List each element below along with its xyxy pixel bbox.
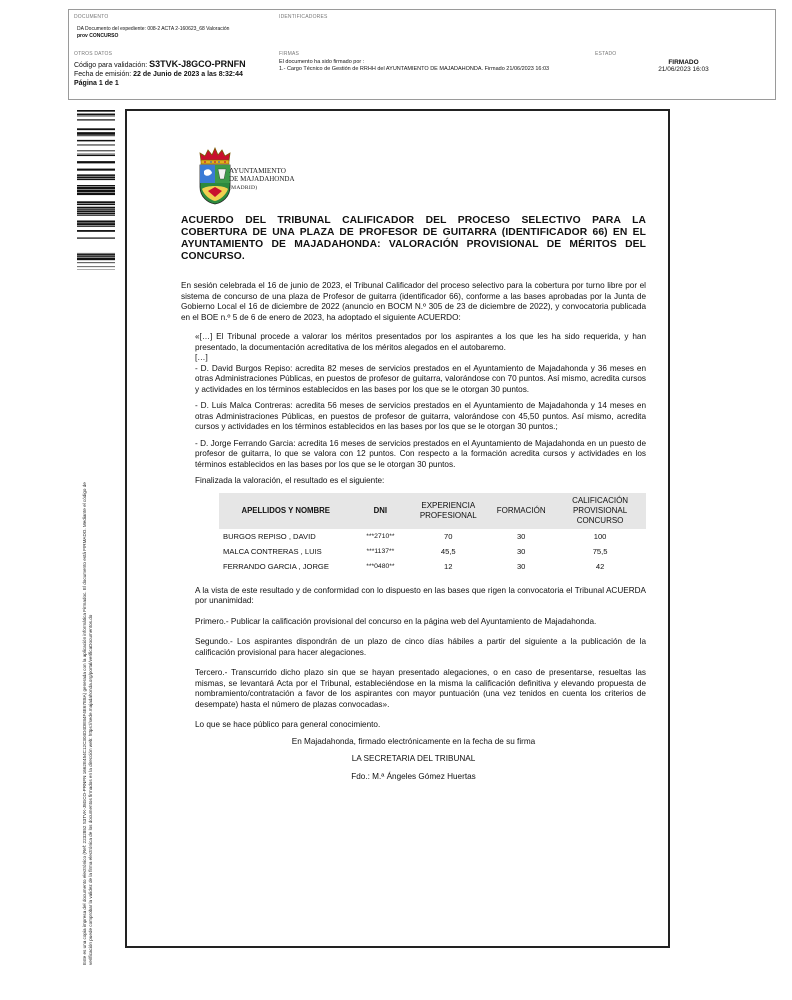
- barcode-bar: [77, 204, 115, 205]
- otros-datos-cell: [69, 46, 274, 101]
- col-calificacion: CALIFICACIÓN PROVISIONAL CONCURSO: [554, 493, 646, 529]
- estado-cell: [590, 46, 777, 101]
- barcode-bar: [77, 209, 115, 210]
- ellipsis-text: […]: [195, 353, 208, 362]
- barcode-bar: [77, 201, 115, 203]
- barcode-bar: [77, 185, 115, 186]
- barcode-bar: [77, 150, 115, 151]
- document-header: [68, 9, 776, 100]
- barcode-bar: [77, 119, 115, 120]
- table-row: FERRANDO GARCIA , JORGE ***0480** 12 30 42: [223, 561, 605, 571]
- firmas-line2: 1.- Cargo Técnico de Gestión de RRHH del AYUNTAMIENTO DE MAJADAHONDA. Firmado 21/06/2023 16:03: [279, 66, 550, 72]
- barcode-bar: [77, 132, 115, 135]
- barcode-bar: [77, 193, 115, 195]
- barcode-bar: [77, 144, 115, 145]
- documento-value: DA Documento del expediente: 008-2 ACTA 2-160623_68 Valoración prov CONCURSO: [77, 26, 230, 39]
- col-apellidos: APELLIDOS Y NOMBRE: [219, 493, 352, 529]
- document-title: ACUERDO DEL TRIBUNAL CALIFICADOR DEL PROCESO SELECTIVO PARA LA COBERTURA DE UNA PLAZA DE PROFESOR DE GUITARRA (IDENTIFICADOR 66) EN EL AYUNTAMIENTO DE MAJADAHONDA: VALORACIÓN PROVISIONAL DE MÉRITOS DEL CONCURSO.: [181, 215, 646, 262]
- codigo-validacion: Código para validación: S3TVK-J8GCO-PRNFN: [74, 59, 246, 69]
- fecha-emision: Fecha de emisión: 22 de Junio de 2023 a las 8:32:44: [74, 71, 243, 78]
- barcode-bar: [77, 256, 115, 257]
- barcode-bar: [77, 207, 115, 209]
- barcode-bar: [77, 237, 115, 238]
- barcode-bar: [77, 135, 115, 136]
- barcode-bar: [77, 262, 115, 263]
- results-table: [219, 493, 646, 574]
- institution-name: AYUNTAMIENTO DE MAJADAHONDA (MADRID): [229, 167, 295, 191]
- barcode-bar: [77, 253, 115, 254]
- vista-paragraph: A la vista de este resultado y de conformidad con lo dispuesto en las bases que rigen la convocatoria el Tribunal ACUERDA por unanimidad:: [195, 585, 646, 605]
- barcode-icon: [77, 110, 115, 270]
- barcode-bar: [77, 220, 115, 222]
- acuerdo-quote: [181, 332, 646, 731]
- candidate-paragraph-2: - D. Luis Malca Contreras: acredita 56 meses de servicios prestados en el Ayuntamiento de Majadahonda y 14 meses en otras Administraciones Públicas, en puestos de profesor de guitarra, valorándose con 45,50 puntos. Así mismo, acredita cursos y actividades en los términos establecidos en las bases por los que se le otorgan 30 puntos.;: [195, 401, 646, 431]
- estado-fecha: 21/06/2023 16:03: [658, 66, 709, 73]
- barcode-bar: [77, 230, 115, 232]
- primero-paragraph: Primero.- Publicar la calificación provisional del concurso en la página web del Ayuntamiento de Majadahonda.: [195, 616, 597, 626]
- identificadores-label: IDENTIFICADORES: [279, 14, 328, 20]
- documento-cell: [69, 10, 274, 46]
- barcode-bar: [77, 223, 115, 225]
- candidate-paragraph-1: - D. David Burgos Repiso: acredita 82 meses de servicios prestados en el Ayuntamiento de Majadahonda y 36 meses en otras Administraciones Públicas, en puestos de profesor de guitarra, valorándose con 70 puntos. Así mismo, acredita cursos y actividades en los términos establecidos en las bases por los que se le otorgan 30 puntos.: [195, 363, 646, 394]
- barcode-bar: [77, 215, 115, 216]
- barcode-bar: [77, 226, 115, 227]
- firmas-cell: [274, 46, 590, 101]
- barcode-bar: [77, 179, 115, 181]
- otros-datos-label: OTROS DATOS: [74, 51, 113, 57]
- barcode-bar: [77, 266, 115, 267]
- barcode-bar: [77, 116, 115, 117]
- candidate-paragraph-3: - D. Jorge Ferrando Garcia: acredita 16 meses de servicios prestados en el Ayuntamiento de Majadahonda en un puesto de profesor de guitarra, lo que se valora con 12 puntos. Con respecto a la formación acredita cursos y actividades en los términos establecidos en las bases por los que se le otorgan 30 puntos.: [195, 438, 646, 469]
- table-header-row: [219, 493, 646, 529]
- barcode-bar: [77, 174, 115, 176]
- barcode-bar: [77, 190, 115, 193]
- table-row: BURGOS REPISO , DAVID ***2710** 70 30 100: [223, 531, 607, 541]
- pagina-info: Página 1 de 1: [74, 80, 119, 87]
- identificadores-cell: [274, 10, 777, 46]
- signature-block: [181, 737, 646, 783]
- barcode-bar: [77, 161, 115, 163]
- secretaria-title: LA SECRETARIA DEL TRIBUNAL: [351, 754, 476, 763]
- barcode-bar: [77, 187, 115, 189]
- barcode-bar: [77, 212, 115, 214]
- table-row: MALCA CONTRERAS , LUIS ***1137** 45,5 30 75,5: [223, 546, 608, 556]
- barcode-bar: [77, 176, 115, 178]
- intro-paragraph: En sesión celebrada el 16 de junio de 2023, el Tribunal Calificador del proceso selectivo para la cobertura por turno libre por el sistema de concurso de una plaza de Profesor de guitarra (identificador 66), conforme a las bases aprobadas por la Junta de Gobierno Local el 16 de diciembre de 2022 (anuncio en BOCM N.º 305 de 23 de diciembre de 2022), y convocatoria publicada en el BOE n.º 5 de 6 de enero de 2023, ha adoptado el siguiente ACUERDO:: [181, 281, 646, 322]
- estado-value: FIRMADO: [668, 59, 699, 66]
- col-experiencia: EXPERIENCIA PROFESIONAL: [408, 493, 488, 529]
- barcode-bar: [77, 128, 115, 130]
- verification-side-text: Este es una copia impresa del documento electrónico (Ref: 2232852 S3TVK-J8GCO-PRNFN 1662E454C12C304D4DE84F4E67E8A) generada con la aplicación informática Firmadoc. El documento está FIRMADO. Mediante el código de verificación puede comprobar la validez de la firma electrónica de los documentos firmados en la dirección web: https://sede.majadahonda.org/portal/verificaDocumentos.do: [82, 482, 93, 965]
- documento-label: DOCUMENTO: [74, 14, 109, 20]
- barcode-bar: [77, 254, 115, 256]
- signer-name: Fdo.: M.ª Ángeles Gómez Huertas: [351, 771, 476, 781]
- barcode-bar: [77, 140, 115, 142]
- col-formacion: FORMACIÓN: [488, 493, 554, 529]
- codigo-value: S3TVK-J8GCO-PRNFN: [149, 59, 246, 69]
- fecha-value: 22 de Junio de 2023 a las 8:32:44: [133, 71, 243, 78]
- finalizada-text: Finalizada la valoración, el resultado es el siguiente:: [195, 476, 385, 485]
- tercero-paragraph: Tercero.- Transcurrido dicho plazo sin que se hayan presentado alegaciones, o en caso de presentarse, resueltas las mismas, se levantará Acta por el Tribunal, estableciéndose en la misma la calificación definitiva y elevando propuesta de nombramiento/contratación a favor de los aspirantes con mayor puntuación (una vez tenidos en cuenta los criterios de desempate) hasta el número de plazas convocadas».: [195, 668, 646, 709]
- barcode-bar: [77, 169, 115, 171]
- barcode-bar: [77, 258, 115, 260]
- document-body: [181, 281, 646, 789]
- estado-label: ESTADO: [595, 51, 617, 57]
- firmas-line1: El documento ha sido firmado por :: [279, 59, 365, 65]
- quote-paragraph: «[…] El Tribunal procede a valorar los méritos presentados por los aspirantes a los que les ha sido requerida, y han presentado, la documentación acreditativa de los méritos alegados en el autobaremo.: [195, 332, 646, 352]
- publico-paragraph: Lo que se hace público para general conocimiento.: [195, 720, 381, 729]
- barcode-bar: [77, 110, 115, 112]
- firmas-label: FIRMAS: [279, 51, 300, 57]
- document-page: [125, 109, 670, 948]
- segundo-paragraph: Segundo.- Los aspirantes dispondrán de un plazo de cinco días hábiles a partir del siguiente a la publicación de la calificación provisional para hacer alegaciones.: [195, 637, 646, 657]
- barcode-bar: [77, 210, 115, 212]
- barcode-bar: [77, 155, 115, 156]
- barcode-bar: [77, 114, 115, 116]
- barcode-bar: [77, 154, 115, 155]
- col-dni: DNI: [352, 493, 408, 529]
- firmado-text: En Majadahonda, firmado electrónicamente en la fecha de su firma: [291, 736, 536, 746]
